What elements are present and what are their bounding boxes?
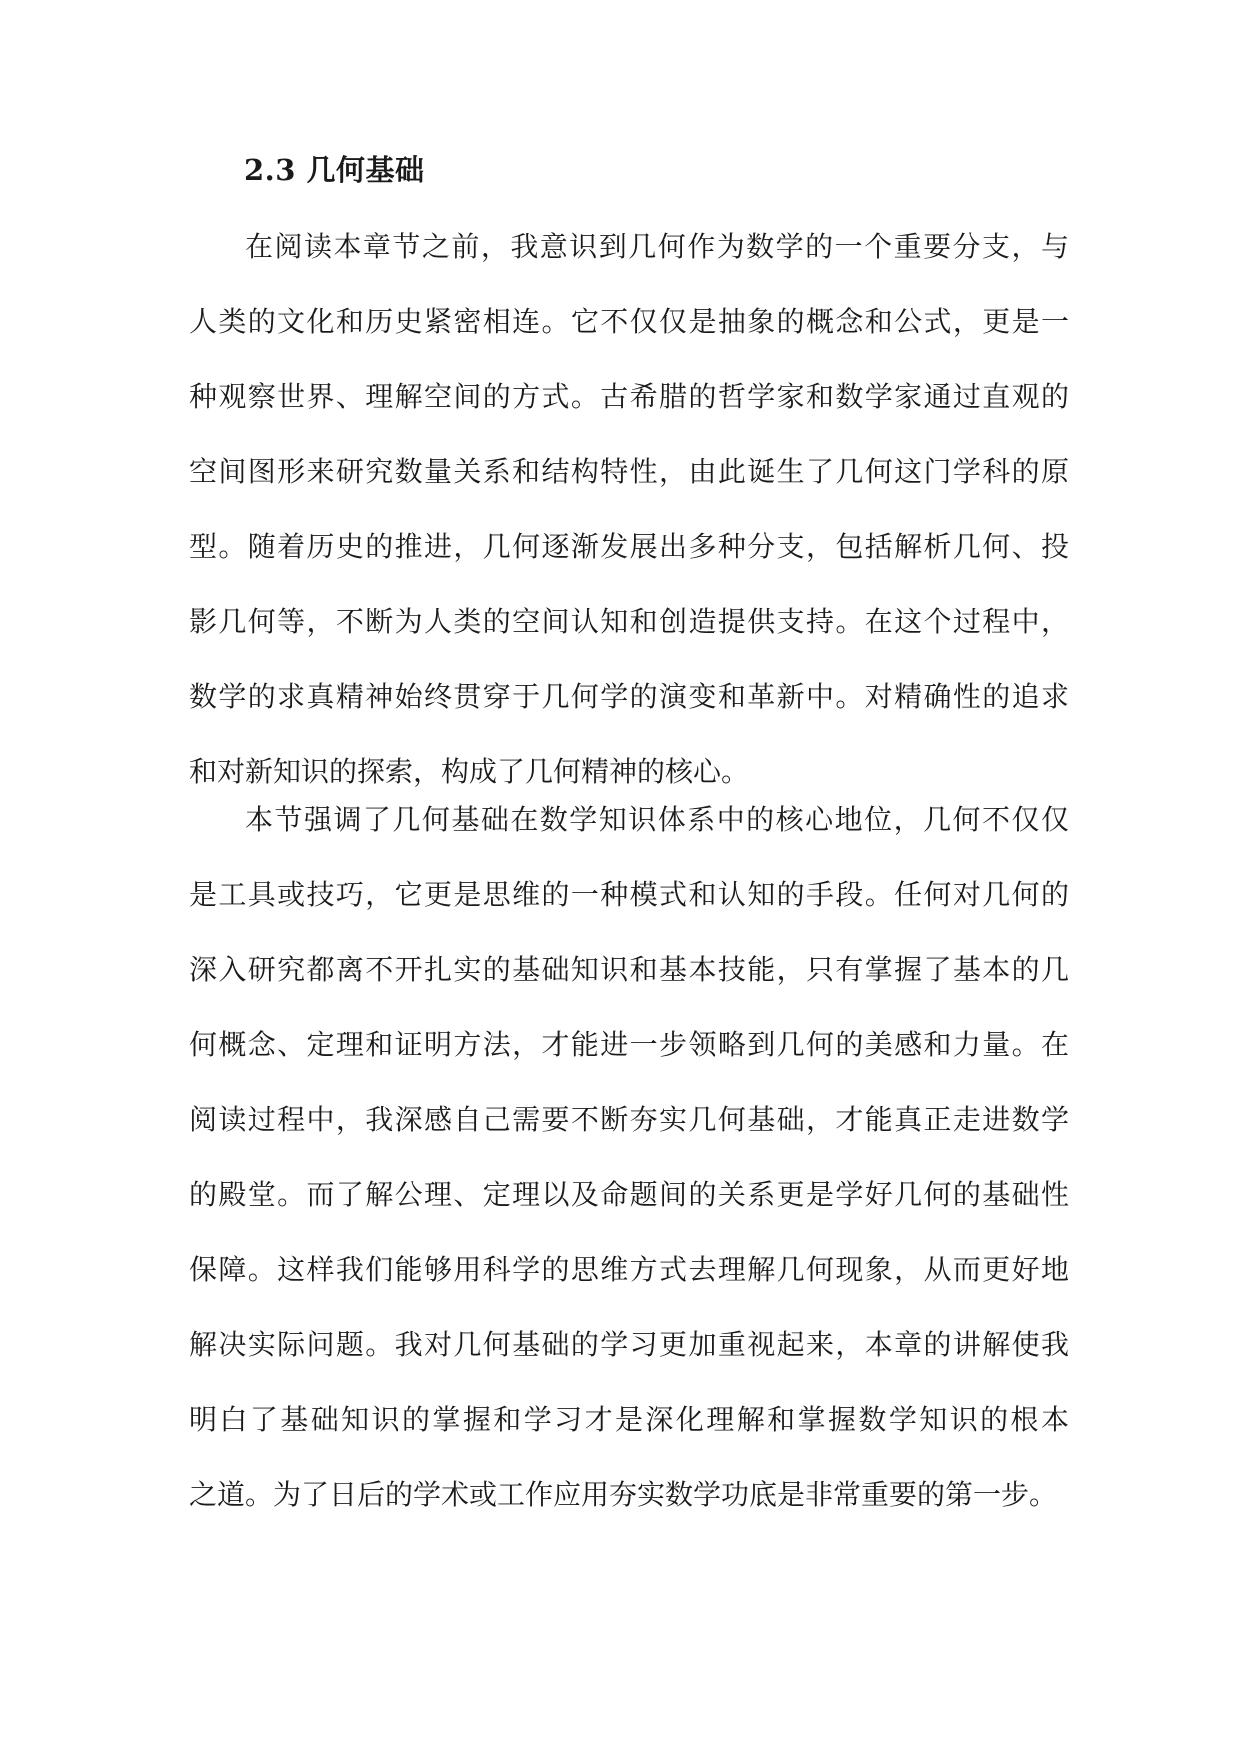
text-line: 保障。这样我们能够用科学的思维方式去理解几何现象，从而更好地 <box>189 1253 1069 1286</box>
text-line: 何概念、定理和证明方法，才能进一步领略到几何的美感和力量。在 <box>189 1028 1069 1061</box>
text-line: 本节强调了几何基础在数学知识体系中的核心地位，几何不仅仅 <box>245 803 1069 836</box>
text-line: 影几何等，不断为人类的空间认知和创造提供支持。在这个过程中， <box>189 605 1069 638</box>
text-line: 空间图形来研究数量关系和结构特性，由此诞生了几何这门学科的原 <box>189 455 1069 488</box>
text-line: 明白了基础知识的掌握和学习才是深化理解和掌握数学知识的根本 <box>189 1403 1069 1436</box>
text-line: 是工具或技巧，它更是思维的一种模式和认知的手段。任何对几何的 <box>189 878 1069 911</box>
text-line: 和对新知识的探索，构成了几何精神的核心。 <box>189 755 750 788</box>
text-line: 种观察世界、理解空间的方式。古希腊的哲学家和数学家通过直观的 <box>189 380 1069 413</box>
section-heading: 2.3 几何基础 <box>244 153 425 187</box>
text-line: 的殿堂。而了解公理、定理以及命题间的关系更是学好几何的基础性 <box>189 1178 1069 1211</box>
text-line: 之道。为了日后的学术或工作应用夯实数学功底是非常重要的第一步。 <box>189 1478 1058 1511</box>
text-line: 人类的文化和历史紧密相连。它不仅仅是抽象的概念和公式，更是一 <box>189 305 1069 338</box>
text-line: 解决实际问题。我对几何基础的学习更加重视起来，本章的讲解使我 <box>189 1328 1069 1361</box>
text-line: 数学的求真精神始终贯穿于几何学的演变和革新中。对精确性的追求 <box>189 680 1069 713</box>
text-line: 阅读过程中，我深感自己需要不断夯实几何基础，才能真正走进数学 <box>189 1103 1069 1136</box>
paragraph-2 <box>189 800 1069 1550</box>
text-line: 型。随着历史的推进，几何逐渐发展出多种分支，包括解析几何、投 <box>189 530 1069 563</box>
text-line: 在阅读本章节之前，我意识到几何作为数学的一个重要分支，与 <box>245 230 1069 263</box>
text-line: 深入研究都离不开扎实的基础知识和基本技能，只有掌握了基本的几 <box>189 953 1069 986</box>
paragraph-1 <box>189 227 1069 827</box>
